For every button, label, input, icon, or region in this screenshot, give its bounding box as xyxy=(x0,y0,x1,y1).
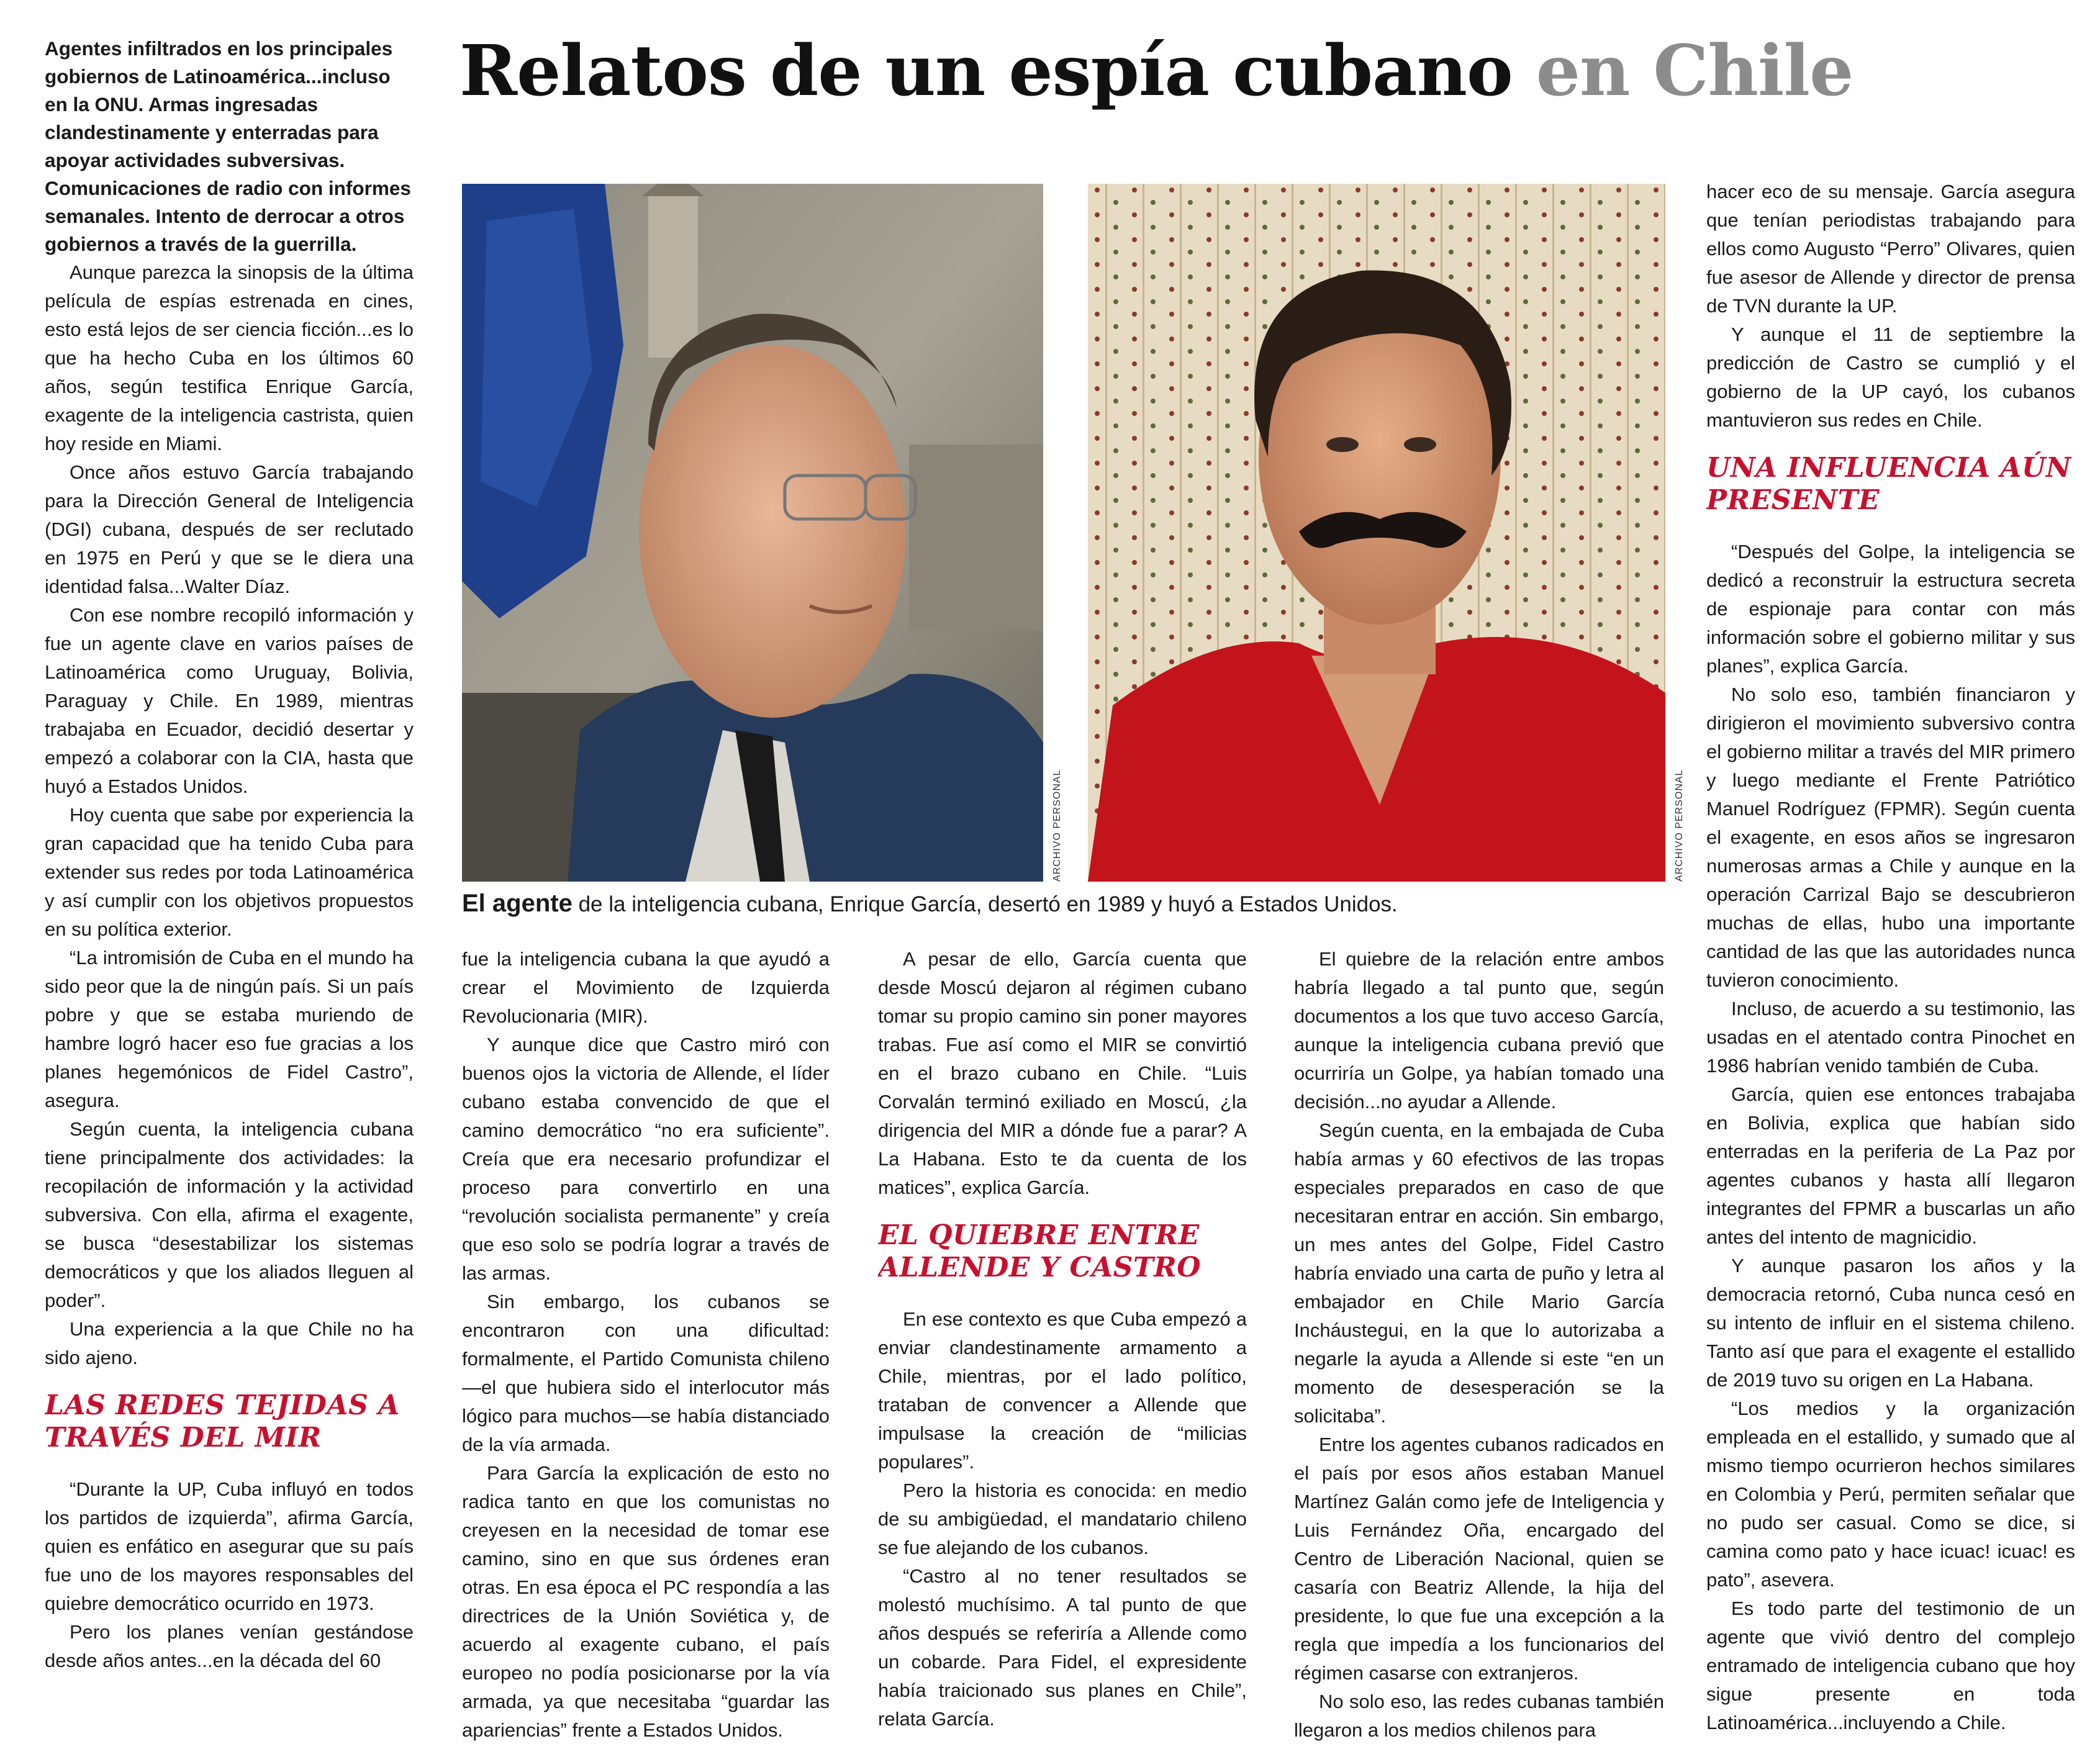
paragraph: Incluso, de acuerdo a su testimonio, las usadas en el atentado contra Pinochet en 1986 habrían venido también de Cuba. xyxy=(1706,998,2075,1077)
paragraph: No solo eso, las redes cubanas también llegaron a los medios chilenos para xyxy=(1294,1691,1664,1741)
column-3 xyxy=(878,945,1247,1758)
paragraph: Aunque parezca la sinopsis de la última película de espías estrenada en cines, esto está lejos de ser ciencia ficción...es lo que ha hecho Cuba en los últimos 60 años, según testifica Enrique García, exagente de la inteligencia castrista, quien hoy reside en Miami. xyxy=(45,261,414,454)
headline xyxy=(459,25,2086,118)
subhead-redes-tejidas: LAS REDES TEJIDAS A TRAVÉS DEL MIR xyxy=(45,1389,400,1453)
photo-agent-young xyxy=(1088,184,1665,882)
paragraph: El quiebre de la relación entre ambos habría llegado a tal punto que, según documentos a los que tuvo acceso García, aunque la inteligencia cubana previó que ocurriría un Golpe, ya habían tomado una decisión...no ayudar a Allende. xyxy=(1294,948,1664,1113)
subhead-influencia: UNA INFLUENCIA AÚN PRESENTE xyxy=(1706,452,2071,516)
caption-lead: El agente xyxy=(462,890,573,917)
paragraph: Y aunque pasaron los años y la democracia retornó, Cuba nunca cesó en su intento de influir en el sistema chileno. Tanto así que para el exagente el estallido de 2019 tuvo su origen en La Habana. xyxy=(1706,1255,2075,1391)
headline-main: Relatos de un espía cubano xyxy=(459,30,1513,112)
paragraph: García, quien ese entonces trabajaba en Bolivia, explica que habían sido enterradas en la periferia de La Paz por agentes cubanos y hasta allí llegaron integrantes del FPMR a buscarlas un año antes del intento de magnicidio. xyxy=(1706,1083,2075,1248)
paragraph: Para García la explicación de esto no radica tanto en que los comunistas no creyesen en la necesidad de tomar ese camino, sino en que sus órdenes eran otras. En esa época el PC respondía a las directrices de la Unión Soviética y, de acuerdo al exagente cubano, el país europeo no podía posicionarse por la vía armada, ya que necesitaba “guardar las apariencias” frente a Estados Unidos. xyxy=(462,1462,830,1741)
paragraph: hacer eco de su mensaje. García asegura que tenían periodistas trabajando para ellos como Augusto “Perro” Olivares, quien fue asesor de Allende y director de prensa de TVN durante la UP. xyxy=(1706,181,2075,317)
paragraph: Según cuenta, en la embajada de Cuba había armas y 60 efectivos de las tropas especiales preparados en caso de que necesitaran entrar en acción. Sin embargo, un mes antes del Golpe, Fidel Castro habría enviado una carta de puño y letra al embajador en Chile Mario García Incháustegui, en la que lo autorizaba a negarle la ayuda a Allende si este “en un momento de desesperación se la solicitaba”. xyxy=(1294,1119,1664,1427)
column-2 xyxy=(462,945,830,1758)
paragraph: Once años estuvo García trabajando para la Dirección General de Inteligencia (DGI) cubana, después de ser reclutado en 1975 en Perú y que se le diera una identidad falsa...Walter Díaz. xyxy=(45,461,414,597)
paragraph: “Los medios y la organización empleada en el estallido, y sumado que al mismo tiempo ocurrieron hechos similares en Colombia y Perú, permiten señalar que no pudo ser casual. Como se dice, si camina como pato y hace icuac! icuac! es pato”, asevera. xyxy=(1706,1398,2075,1591)
paragraph: fue la inteligencia cubana la que ayudó a crear el Movimiento de Izquierda Revolucionaria (MIR). xyxy=(462,948,830,1027)
paragraph: “Durante la UP, Cuba influyó en todos los partidos de izquierda”, afirma García, quien es enfático en asegurar que su país fue uno de los mayores responsables del quiebre democrático ocurrido en 1973. xyxy=(45,1478,414,1614)
paragraph: Hoy cuenta que sabe por experiencia la gran capacidad que ha tenido Cuba para extender sus redes por toda Latinoamérica y así cumplir con los objetivos propuestos en su política exterior. xyxy=(45,804,414,940)
paragraph: “Castro al no tener resultados se molestó muchísimo. A tal punto de que años después se referiría a Allende como un cobarde. Para Fidel, el expresidente había traicionado sus planes en Chile”, relata García. xyxy=(878,1565,1247,1730)
column-1 xyxy=(45,35,414,1758)
lead-text: Agentes infiltrados en los principales gobiernos de Latinoamérica...incluso en la ONU. Armas ingresadas clandestinamente y enterradas para apoyar actividades subversivas. Comunicaciones de radio con informes semanales. Intento de derrocar a otros gobiernos a través de la guerrilla. xyxy=(45,37,411,255)
photo-agent-present-image xyxy=(462,184,1043,882)
paragraph: Pero la historia es conocida: en medio de su ambigüedad, el mandatario chileno se fue alejando de los cubanos. xyxy=(878,1480,1247,1558)
paragraph: Y aunque el 11 de septiembre la predicción de Castro se cumplió y el gobierno de la UP cayó, los cubanos mantuvieron sus redes en Chile. xyxy=(1706,323,2075,431)
paragraph: Sin embargo, los cubanos se encontraron con una dificultad: formalmente, el Partido Comunista chileno —el que hubiera sido el interlocutor más lógico para muchos—se había distanciado de la vía armada. xyxy=(462,1291,830,1455)
paragraph: “La intromisión de Cuba en el mundo ha sido peor que la de ningún país. Si un país pobre y que se estaba muriendo de hambre logró hacer eso fue gracias a los planes hegemónicos de Fidel Castro”, asegura. xyxy=(45,947,414,1111)
lead-paragraph xyxy=(45,35,414,258)
photo-credit-right: ARCHIVO PERSONAL xyxy=(1674,769,1685,882)
subhead-quiebre: EL QUIEBRE ENTRE ALLENDE Y CASTRO xyxy=(878,1219,1202,1283)
column-4 xyxy=(1294,945,1664,1758)
paragraph: “Después del Golpe, la inteligencia se dedicó a reconstruir la estructura secreta de espionaje para contar con más información sobre el gobierno militar y sus planes”, explica García. xyxy=(1706,541,2075,677)
paragraph: Con ese nombre recopiló información y fue un agente clave en varios países de Latinoamérica como Uruguay, Bolivia, Paraguay y Chile. En 1989, mientras trabajaba en Ecuador, decidió desertar y empezó a colaborar con la CIA, hasta que huyó a Estados Unidos. xyxy=(45,604,414,797)
paragraph: Entre los agentes cubanos radicados en el país por esos años estaban Manuel Martínez Galán como jefe de Inteligencia y Luis Fernández Oña, encargado del Centro de Liberación Nacional, quien se casaría con Beatriz Allende, la hija del presidente, lo que fue una excepción a la regla que impedía a los funcionarios del régimen casarse con extranjeros. xyxy=(1294,1434,1664,1684)
photo-caption xyxy=(462,889,1667,919)
column-5 xyxy=(1706,178,2075,1758)
photo-credit-left: ARCHIVO PERSONAL xyxy=(1052,769,1062,882)
paragraph: A pesar de ello, García cuenta que desde Moscú dejaron al régimen cubano tomar su propio camino sin poner mayores trabas. Fue así como el MIR se convirtió en el brazo cubano en Chile. “Luis Corvalán terminó exiliado en Moscú, ¿la dirigencia del MIR a dónde fue a parar? A La Habana. Esto te da cuenta de los matices”, explica García. xyxy=(878,948,1247,1198)
paragraph: Y aunque dice que Castro miró con buenos ojos la victoria de Allende, el líder cubano estaba convencido de que el camino democrático “no era suficiente”. Creía que era necesario profundizar el proceso para convertirlo en una “revolución socialista permanente” y creía que eso solo se podría lograr a través de las armas. xyxy=(462,1034,830,1284)
photo-agent-present xyxy=(462,184,1043,882)
paragraph: No solo eso, también financiaron y dirigieron el movimiento subversivo contra el gobierno militar a través del MIR primero y luego mediante el Frente Patriótico Manuel Rodríguez (FPMR). Según cuenta el exagente, en esos años se ingresaron numerosas armas a Chile y aunque en la operación Carrizal Bajo se descubrieron muchas de ellas, hubo una importante cantidad de las que las autoridades nunca tuvieron conocimiento. xyxy=(1706,684,2075,991)
paragraph: Una experiencia a la que Chile no ha sido ajeno. xyxy=(45,1318,414,1368)
paragraph: Es todo parte del testimonio de un agente que vivió dentro del complejo entramado de inteligencia cubano que hoy sigue presente en toda Latinoamérica...incluyendo a Chile. xyxy=(1706,1597,2075,1733)
headline-accent: en Chile xyxy=(1536,30,1853,112)
paragraph: Según cuenta, la inteligencia cubana tiene principalmente dos actividades: la recopilación de información y la actividad subversiva. Con ella, afirma el exagente, se busca “desestabilizar los sistemas democráticos y que los aliados lleguen al poder”. xyxy=(45,1118,414,1311)
photo-agent-young-image xyxy=(1088,184,1665,882)
paragraph: En ese contexto es que Cuba empezó a enviar clandestinamente armamento a Chile, mientras, por el lado político, trataban de convencer a Allende que impulsase la creación de “milicias populares”. xyxy=(878,1308,1247,1473)
caption-text: de la inteligencia cubana, Enrique García, desertó en 1989 y huyó a Estados Unidos. xyxy=(578,892,1398,916)
paragraph: Pero los planes venían gestándose desde años antes...en la década del 60 xyxy=(45,1621,414,1671)
